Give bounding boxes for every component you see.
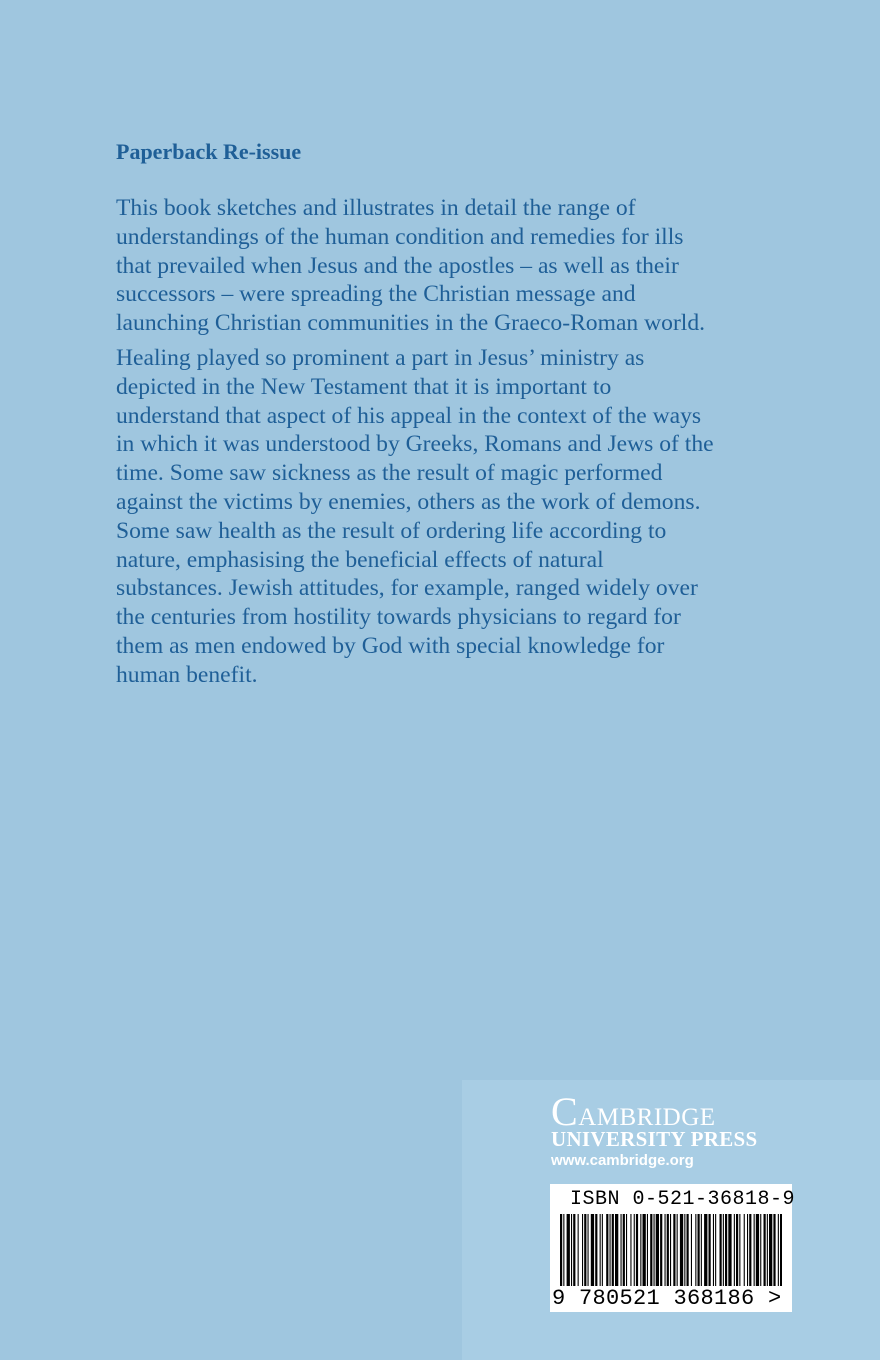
barcode-bar [643,1214,646,1286]
barcode-bar [647,1214,648,1286]
barcode-bar [778,1214,779,1286]
barcode-bar [756,1214,759,1286]
barcode-bar [573,1214,575,1286]
barcode-bar [621,1214,622,1286]
barcode-bar [595,1214,597,1286]
barcode-bar [747,1214,748,1286]
barcode-bar [567,1214,570,1286]
barcode-bar [780,1214,782,1286]
barcode-bar [667,1214,669,1286]
barcode-bar [680,1214,683,1286]
barcode-bar [764,1214,766,1286]
barcode-bar [691,1214,692,1286]
barcode-bar [698,1214,700,1286]
barcode-bar [630,1214,631,1286]
barcode-bar [612,1214,614,1286]
barcode-bar [636,1214,638,1286]
barcode-bar [634,1214,635,1286]
barcode-bar [640,1214,641,1286]
barcode-bar [578,1214,579,1286]
barcode-bar [650,1214,652,1286]
barcode-bar [687,1214,689,1286]
barcode-bar [744,1214,745,1286]
barcode-bar [582,1214,583,1286]
barcode-bar [588,1214,589,1286]
barcode-bar [720,1214,722,1286]
section-heading: Paperback Re-issue [116,139,302,164]
barcode-bar [734,1214,735,1286]
blurb-paragraph-1: This book sketches and illustrates in detail the range of understandings of the human condition and remedies for ills that prevailed when Jesus and the apostles – as well as their successors – were spreading the Christian message and launching Christian communities in the Graeco-Roman world. [116,195,706,337]
barcode-bar [728,1214,731,1286]
barcode-bar [769,1214,772,1286]
barcode-bar [600,1214,601,1286]
barcode-bar [670,1214,671,1286]
barcode-bar [560,1214,562,1286]
blurb-text [116,194,776,696]
barcode-bar [673,1214,675,1286]
barcode-bar [754,1214,755,1286]
barcode-bars [558,1214,782,1286]
barcode-bar [665,1214,666,1286]
barcode-bar [677,1214,678,1286]
barcode-bar [713,1214,714,1286]
barcode-bar [660,1214,662,1286]
barcode-bar [602,1214,603,1286]
barcode-bar [654,1214,655,1286]
blurb-paragraph-2: Healing played so prominent a part in Jesus’ ministry as depicted in the New Testament that it is important to understand that aspect of his appeal in the context of the ways in which it was understood by Greeks, Romans and Jews of the time. Some saw sickness as the result of magic performed against the victims by enemies, others as the work of demons. Some saw health as the result of ordering life according to nature, emphasising the beneficial effects of natural substances. Jewish attitudes, for example, ranged widely over the centuries from hostility towards physicians to regard for them as men endowed by God with special knowledge for human benefit. [116,344,714,688]
barcode-bar [623,1214,625,1286]
barcode-bar [606,1214,608,1286]
barcode-bar [709,1214,711,1286]
barcode-bar [704,1214,707,1286]
publisher-name-rest: ambridge [578,1094,716,1133]
publisher-name-initial: C [551,1089,579,1134]
isbn-barcode [550,1184,796,1312]
barcode-bar [695,1214,696,1286]
barcode-bar [736,1214,738,1286]
barcode-bar [760,1214,761,1286]
barcode-bar [773,1214,775,1286]
barcode-bar [723,1214,724,1286]
isbn-label: ISBN 0-521-36818-9 [570,1188,796,1211]
barcode-bar [684,1214,685,1286]
barcode-bar [610,1214,611,1286]
ean-digits: 9 780521 368186 > [552,1286,782,1311]
barcode-bar [591,1214,594,1286]
publisher-panel [462,1080,880,1360]
barcode-bar [715,1214,716,1286]
publisher-website[interactable]: www.cambridge.org [551,1152,694,1169]
barcode-bar [656,1214,659,1286]
barcode-bar [626,1214,627,1286]
barcode-bar [767,1214,768,1286]
barcode-bar [749,1214,751,1286]
barcode-bar [563,1214,564,1286]
barcode-bar [725,1214,727,1286]
barcode-bar [584,1214,586,1286]
barcode-bar [615,1214,618,1286]
barcode-bar [701,1214,702,1286]
barcode-bar [739,1214,740,1286]
publisher-subtitle: UNIVERSITY PRESS [551,1127,758,1151]
barcode-bar [571,1214,572,1286]
